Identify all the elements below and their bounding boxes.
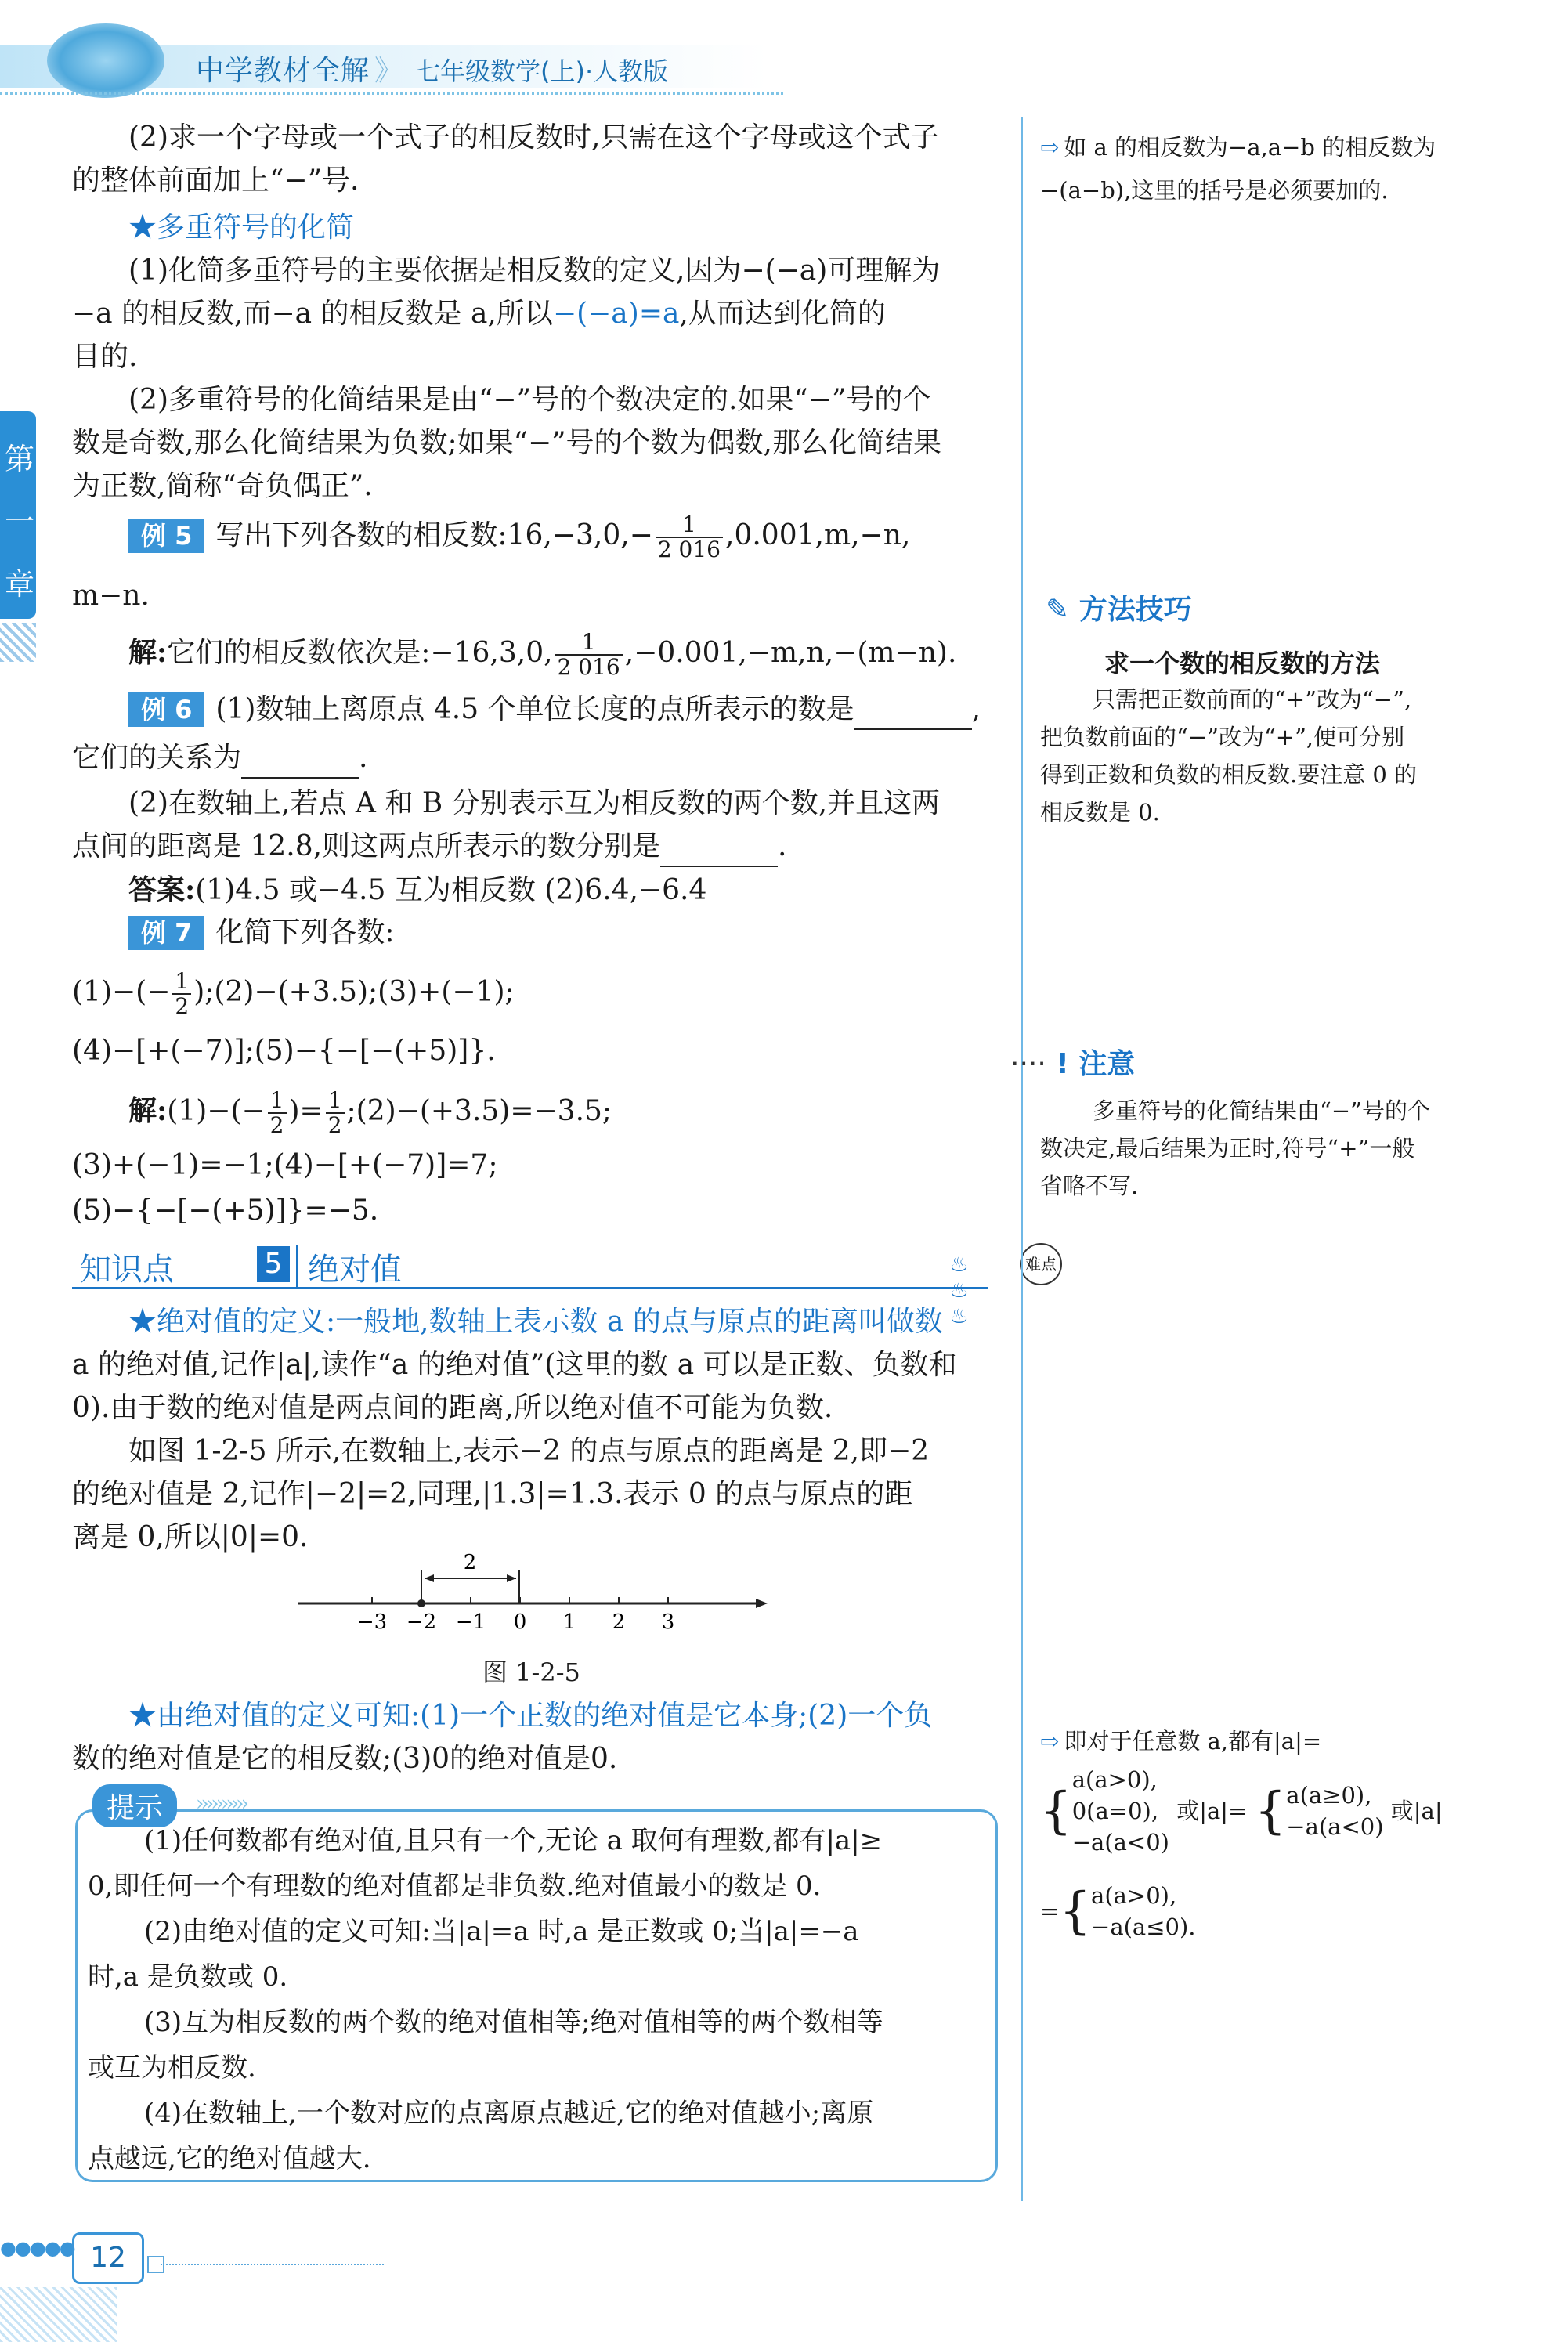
side-note: 多重符号的化简结果由“−”号的个 — [1093, 1097, 1430, 1124]
side-divider — [1021, 117, 1023, 2201]
text-line: a 的绝对值,记作|a|,读作“a 的绝对值”(这里的数 a 可以是正数、负数和 — [72, 1349, 957, 1381]
flame-icon: ♨♨♨ — [949, 1251, 970, 1328]
pen-icon: ✎ — [1046, 594, 1070, 626]
number-line-tick-label: 1 — [562, 1610, 576, 1634]
answer-6: 答案:(1)4.5 或−4.5 互为相反数 (2)6.4,−6.4 — [128, 873, 707, 906]
point-minus-two — [417, 1599, 425, 1607]
fraction: $\frac{1}{2}$ — [326, 1089, 345, 1137]
book-title: 中学教材全解 》 — [196, 55, 404, 87]
subheading-multi-sign: ★多重符号的化简 — [128, 211, 355, 244]
side-note: 把负数前面的“−”改为“+”,便可分别 — [1040, 724, 1405, 750]
example-badge: 例 5 — [128, 519, 204, 553]
tip-line: (2)由绝对值的定义可知:当|a|=a 时,a 是正数或 0;当|a|=−a — [144, 1916, 859, 1947]
method-heading: ✎ 方法技巧 — [1046, 594, 1192, 626]
text-line: −a 的相反数,而−a 的相反数是 a,所以−(−a)=a,从而达到化简的 — [72, 298, 886, 330]
text-line: (2)在数轴上,若点 A 和 B 分别表示互为相反数的两个数,并且这两 — [128, 787, 941, 819]
text-line: (1)化简多重符号的主要依据是相反数的定义,因为−(−a)可理解为 — [128, 255, 941, 287]
chevron-right-icon: ›››››››››› — [196, 1792, 246, 1816]
example-badge: 例 7 — [128, 916, 204, 950]
text-line: 0).由于数的绝对值是两点间的距离,所以绝对值不可能为负数. — [72, 1392, 833, 1424]
tip-line: 或互为相反数. — [88, 2052, 256, 2084]
fraction: $\frac{1}{2}$ — [172, 970, 191, 1018]
number-line-figure — [298, 1547, 768, 1641]
fraction: $\frac{1}{2}$ — [268, 1089, 287, 1137]
number-line-tick-label: −2 — [406, 1610, 437, 1634]
tip-line: 点越远,它的绝对值越大. — [88, 2143, 371, 2174]
number-line-tick-label: 2 — [612, 1610, 626, 1634]
math-line: (3)+(−1)=−1;(4)−[+(−7)]=7; — [72, 1149, 498, 1181]
chapter-tab-char: 章 — [5, 567, 35, 602]
side-note: ⇨ 即对于任意数 a,都有|a|= — [1040, 1728, 1322, 1755]
example-badge: 例 6 — [128, 692, 204, 727]
text-line: 点间的距离是 12.8,则这两点所表示的数分别是 . — [72, 826, 988, 867]
side-piecewise: ={a(a>0), −a(a≤0). — [1040, 1882, 1196, 1940]
text-line: 如图 1-2-5 所示,在数轴上,表示−2 的点与原点的距离是 2,即−2 — [128, 1435, 930, 1467]
chapter-tab — [0, 411, 36, 619]
chapter-tab-char: 一 — [5, 504, 35, 539]
text-line: 离是 0,所以|0|=0. — [72, 1521, 309, 1553]
footer-hatch — [0, 2287, 117, 2342]
tip-line: 时,a 是负数或 0. — [88, 1961, 288, 1993]
example-5: 例 5 写出下列各数的相反数:16,−3,0,− $\frac{1}{2 016}$ ,0.001,m,−n, — [72, 513, 1045, 562]
chapter-tab-char: 第 — [5, 442, 35, 476]
side-note: 数决定,最后结果为正时,符号“+”一般 — [1040, 1135, 1415, 1162]
number-line-tick-label: −3 — [356, 1610, 388, 1634]
number-line-tick-label: 0 — [513, 1610, 527, 1634]
chapter-tab-hatch — [0, 623, 36, 662]
fraction: $\frac{1}{2 016}$ — [656, 513, 723, 562]
text-line: 的绝对值是 2,记作|−2|=2,同理,|1.3|=1.3.表示 0 的点与原点的距 — [72, 1478, 913, 1510]
text-line: m−n. — [72, 580, 150, 612]
book-logo-icon — [47, 23, 164, 98]
side-note: 只需把正数前面的“+”改为“−”, — [1093, 686, 1412, 713]
solution-5: 解:它们的相反数依次是:−16,3,0, $\frac{1}{2 016}$ ,−0.001,−m,n,−(m−n). — [128, 629, 957, 680]
tip-line: (1)任何数都有绝对值,且只有一个,无论 a 取何有理数,都有|a|≥ — [144, 1825, 883, 1856]
knowledge-point-number: 5 — [257, 1246, 290, 1282]
arrow-right-icon: ⇨ — [1040, 1728, 1060, 1755]
math-line: (5)−{−[−(+5)]}=−5. — [72, 1194, 379, 1227]
side-piecewise: {a(a>0), 0(a=0), −a(a<0) 或|a|= {a(a≥0), −a(a<0) 或|a| — [1040, 1766, 1443, 1856]
tip-line: (4)在数轴上,一个数对应的点离原点越近,它的绝对值越小;离原 — [144, 2098, 874, 2129]
text-line: 数的绝对值是它的相反数;(3)0的绝对值是0. — [72, 1743, 618, 1775]
tip-line: 0,即任何一个有理数的绝对值都是非负数.绝对值最小的数是 0. — [88, 1870, 822, 1902]
text-line: 它们的关系为 . — [72, 738, 988, 779]
book-subtitle: 七年级数学(上)·人教版 — [415, 56, 669, 86]
text-line: 数是奇数,那么化简结果为负数;如果“−”号的个数为偶数,那么化简结果 — [72, 427, 941, 459]
text-line: 的整体前面加上“−”号. — [72, 164, 359, 197]
method-subtitle: 求一个数的相反数的方法 — [1104, 649, 1381, 678]
knowledge-point-heading: 知识点 5 绝对值 ♨♨♨ 难点 — [72, 1241, 988, 1289]
side-note: ⇨ 如 a 的相反数为−a,a−b 的相反数为 — [1040, 134, 1436, 161]
span-label: 2 — [463, 1551, 477, 1574]
text-line: ★绝对值的定义:一般地,数轴上表示数 a 的点与原点的距离叫做数 — [128, 1306, 943, 1338]
side-note: 省略不写. — [1040, 1173, 1139, 1199]
figure-caption: 图 1-2-5 — [482, 1657, 580, 1687]
text-line: 为正数,简称“奇负偶正”. — [72, 470, 373, 502]
example-6: 例 6 (1)数轴上离原点 4.5 个单位长度的点所表示的数是 , — [72, 689, 1045, 730]
page-number: 12 — [72, 2232, 144, 2284]
exclamation-icon: ! — [1056, 1048, 1069, 1080]
tip-label: 提示 — [92, 1784, 177, 1827]
header-divider — [0, 92, 783, 95]
arrow-right-icon: ⇨ — [1040, 134, 1060, 161]
note-heading: ···· ! 注意 — [1010, 1048, 1136, 1080]
tip-line: (3)互为相反数的两个数的绝对值相等;绝对值相等的两个数相等 — [144, 2007, 883, 2038]
difficulty-badge: 难点 — [1020, 1243, 1062, 1285]
math-line: (4)−[+(−7)];(5)−{−[−(+5)]}. — [72, 1035, 496, 1067]
solution-7: 解:(1)−(− $\frac{1}{2}$ )= $\frac{1}{2}$ ;(2)−(+3.5)=−3.5; — [128, 1087, 612, 1138]
side-note: 得到正数和负数的相反数.要注意 0 的 — [1040, 761, 1418, 788]
footer-dots: ●●●●● — [0, 2237, 74, 2259]
footer-line — [161, 2264, 384, 2265]
fraction: $\frac{1}{2 016}$ — [555, 631, 623, 679]
side-note: −(a−b),这里的括号是必须要加的. — [1040, 177, 1389, 204]
math-line: (1)−(− $\frac{1}{2}$ );(2)−(+3.5);(3)+(−1); — [72, 968, 515, 1019]
number-line-tick-label: −1 — [455, 1610, 486, 1634]
text-line: 目的. — [72, 341, 138, 373]
example-7: 例 7 化简下列各数: — [72, 913, 1045, 953]
number-line-tick-label: 3 — [661, 1610, 675, 1634]
text-line: ★由绝对值的定义可知:(1)一个正数的绝对值是它本身;(2)一个负 — [128, 1700, 933, 1732]
text-line: (2)多重符号的化简结果是由“−”号的个数决定的.如果“−”号的个 — [128, 384, 931, 416]
text-line: (2)求一个字母或一个式子的相反数时,只需在这个字母或这个式子 — [128, 121, 939, 154]
side-note: 相反数是 0. — [1040, 799, 1160, 826]
